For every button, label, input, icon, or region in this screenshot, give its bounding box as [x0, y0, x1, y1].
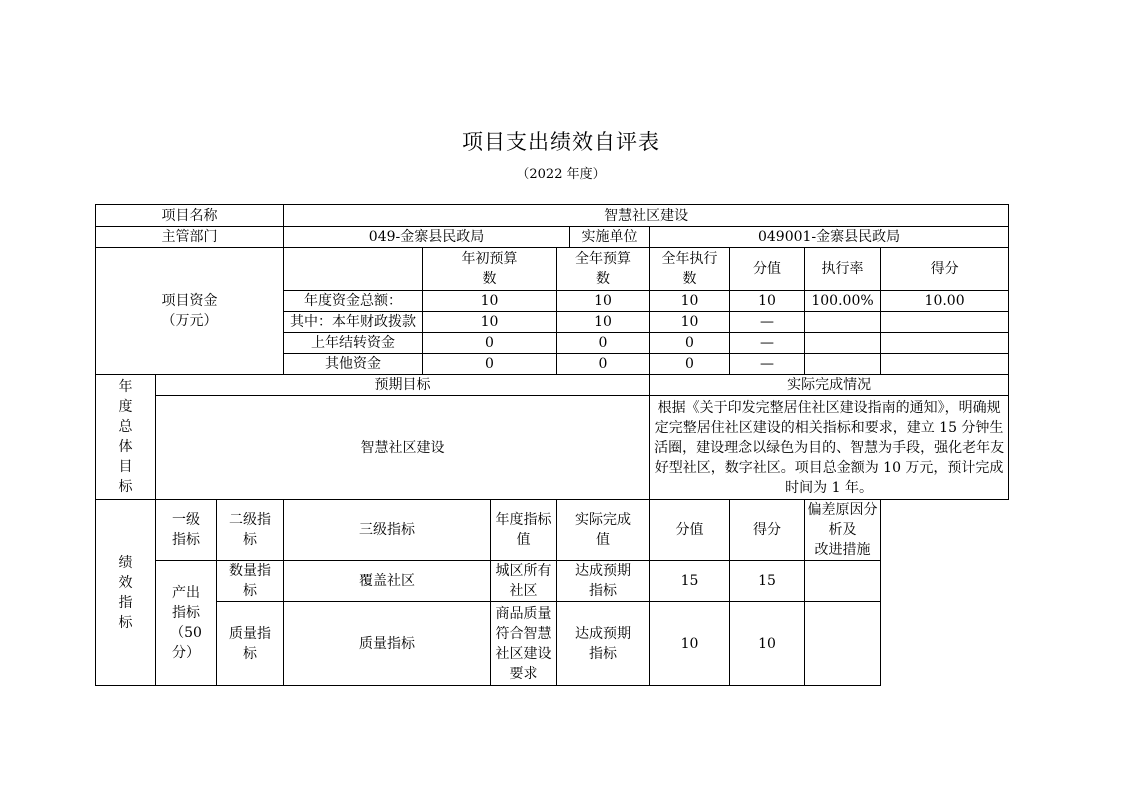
- indicator-level2: [217, 602, 284, 686]
- funds-row-score-value: —: [730, 354, 805, 375]
- output-label-line: （50: [170, 625, 202, 641]
- funds-row-label: 其中：本年财政拨款: [284, 312, 423, 333]
- funds-row-label: 年度资金总额：: [284, 291, 423, 312]
- indicator-annual-target: [491, 602, 557, 686]
- department-value: 049-金寨县民政局: [284, 227, 570, 248]
- performance-indicators-label: [96, 500, 156, 686]
- funds-row-initial: 0: [423, 354, 557, 375]
- indicator-annual-line: 城区所有: [495, 563, 552, 579]
- indicator-actual-line: 达成预期: [575, 563, 632, 579]
- header-level2: [217, 500, 284, 561]
- indicators-label-char: 指: [118, 594, 133, 611]
- indicator-score: 15: [730, 561, 805, 602]
- header-annual-target: [491, 500, 557, 561]
- unit-value: 049001-金寨县民政局: [650, 227, 1009, 248]
- header-deviation: [805, 500, 881, 561]
- funds-header-empty: [284, 248, 423, 291]
- funds-row-exec: 10: [650, 312, 730, 333]
- indicator-deviation: [805, 561, 881, 602]
- funds-row-exec-rate: [805, 312, 881, 333]
- funds-row-label: 上年结转资金: [284, 333, 423, 354]
- funds-row-initial: 10: [423, 312, 557, 333]
- goals-label-char: 度: [118, 399, 133, 415]
- indicator-score: 10: [730, 602, 805, 686]
- goals-label-char: 体: [118, 439, 133, 455]
- header-exec-rate: 执行率: [805, 248, 881, 291]
- header-annual-target-l1: 年度指标: [495, 512, 552, 528]
- output-label-line: 指标: [172, 605, 200, 621]
- expected-goal-header: 预期目标: [156, 375, 650, 396]
- header-actual-value: [557, 500, 650, 561]
- funds-label-line1: 项目资金: [161, 293, 218, 309]
- output-indicator-label: [156, 561, 217, 686]
- indicator-annual-line: 社区: [509, 583, 538, 599]
- header-initial-budget-l2: 数: [482, 271, 497, 287]
- header-initial-budget: [423, 248, 557, 291]
- department-row: [96, 227, 1009, 248]
- indicator-score-value: 10: [650, 602, 730, 686]
- funds-row-exec-rate: 100.00%: [805, 291, 881, 312]
- output-label-line: 分）: [172, 645, 200, 661]
- output-label-line: 产出: [172, 585, 200, 601]
- self-evaluation-table: [95, 204, 1009, 686]
- goals-label-char: 标: [118, 479, 133, 495]
- indicator-level2-line: 数量指: [229, 563, 271, 579]
- header-indicator-score: 得分: [730, 500, 805, 561]
- indicator-annual-line: 符合智慧: [495, 625, 552, 642]
- indicators-header-row: [96, 500, 1009, 561]
- indicator-actual-line: 达成预期: [575, 625, 632, 642]
- indicator-level3: 覆盖社区: [284, 561, 491, 602]
- header-level1: [156, 500, 217, 561]
- funds-row-annual: 10: [557, 312, 650, 333]
- goals-header-row: [96, 375, 1009, 396]
- funds-row-exec: 0: [650, 354, 730, 375]
- funds-row-score: [881, 333, 1009, 354]
- header-annual-exec-l2: 数: [682, 271, 697, 287]
- actual-completion-header: 实际完成情况: [650, 375, 1009, 396]
- indicator-level2: [217, 561, 284, 602]
- page-title: 项目支出绩效自评表: [462, 130, 660, 154]
- funds-row-score-value: 10: [730, 291, 805, 312]
- project-name-row: [96, 205, 1009, 227]
- project-name-label: 项目名称: [96, 205, 284, 227]
- indicator-row: [96, 602, 1009, 686]
- project-name-value: 智慧社区建设: [284, 205, 1009, 227]
- header-deviation-l2: 改进措施: [814, 542, 871, 558]
- funds-row-score: [881, 354, 1009, 375]
- funds-label: [96, 248, 284, 375]
- goals-label-char: 总: [118, 419, 133, 435]
- funds-row-score-value: —: [730, 312, 805, 333]
- indicators-label-char: 标: [118, 614, 133, 631]
- indicator-deviation: [805, 602, 881, 686]
- department-label: 主管部门: [96, 227, 284, 248]
- page-subtitle: （2022 年度）: [516, 167, 606, 182]
- indicator-level2-line: 标: [243, 583, 257, 599]
- indicator-actual-value: [557, 561, 650, 602]
- header-annual-budget: [557, 248, 650, 291]
- indicator-annual-line: 要求: [509, 665, 538, 682]
- funds-row-exec: 10: [650, 291, 730, 312]
- header-score-value: 分值: [730, 248, 805, 291]
- unit-label: 实施单位: [570, 227, 650, 248]
- funds-row-label: 其他资金: [284, 354, 423, 375]
- header-level2-l1: 二级指: [229, 512, 271, 528]
- funds-row-score: [881, 312, 1009, 333]
- indicator-level3: 质量指标: [284, 602, 491, 686]
- header-annual-exec-l1: 全年执行: [661, 251, 718, 267]
- indicator-actual-line: 指标: [589, 645, 618, 662]
- header-actual-value-l1: 实际完成: [575, 512, 632, 528]
- header-indicator-score-value: 分值: [650, 500, 730, 561]
- indicator-row: [96, 561, 1009, 602]
- header-deviation-l1: 偏差原因分析及: [807, 502, 878, 538]
- funds-row-annual: 0: [557, 333, 650, 354]
- header-annual-exec: [650, 248, 730, 291]
- funds-label-line2: （万元）: [161, 313, 218, 329]
- indicator-actual-line: 指标: [589, 583, 618, 599]
- goals-label-char: 年: [118, 379, 133, 395]
- indicator-annual-line: 商品质量: [495, 605, 552, 622]
- funds-row-annual: 0: [557, 354, 650, 375]
- header-level1-l1: 一级: [172, 512, 200, 528]
- indicator-annual-line: 社区建设: [495, 645, 552, 662]
- annual-goals-label: [96, 375, 156, 500]
- indicator-level2-line: 质量指: [229, 625, 271, 642]
- funds-header-row: [96, 248, 1009, 291]
- header-level1-l2: 指标: [172, 532, 200, 548]
- actual-completion-text: 根据《关于印发完整居住社区建设指南的通知》，明确规定完整居住社区建设的相关指标和要求，建立 15 分钟生活圈，建设理念以绿色为目的、智慧为手段，强化老年友好型社区，数字社区。项目总金额为 10 万元，预计完成时间为 1 年。: [650, 396, 1009, 500]
- header-annual-budget-l1: 全年预算: [575, 251, 632, 267]
- goals-content-row: [96, 396, 1009, 500]
- funds-row-score: 10.00: [881, 291, 1009, 312]
- funds-row-initial: 10: [423, 291, 557, 312]
- header-level2-l2: 标: [243, 532, 257, 548]
- funds-row-exec-rate: [805, 333, 881, 354]
- indicators-label-char: 效: [118, 574, 133, 591]
- indicator-score-value: 15: [650, 561, 730, 602]
- indicator-annual-target: [491, 561, 557, 602]
- header-score: 得分: [881, 248, 1009, 291]
- header-annual-target-l2: 值: [516, 532, 531, 548]
- funds-row-exec: 0: [650, 333, 730, 354]
- header-initial-budget-l1: 年初预算: [461, 251, 518, 267]
- indicator-actual-value: [557, 602, 650, 686]
- funds-row-exec-rate: [805, 354, 881, 375]
- funds-row-initial: 0: [423, 333, 557, 354]
- funds-row-annual: 10: [557, 291, 650, 312]
- funds-row-score-value: —: [730, 333, 805, 354]
- expected-goal-text: 智慧社区建设: [156, 396, 650, 500]
- goals-label-char: 目: [118, 459, 133, 475]
- header-level3: 三级指标: [284, 500, 491, 561]
- indicator-level2-line: 标: [243, 645, 257, 662]
- header-annual-budget-l2: 数: [596, 271, 611, 287]
- header-actual-value-l2: 值: [596, 532, 611, 548]
- indicators-label-char: 绩: [118, 554, 133, 571]
